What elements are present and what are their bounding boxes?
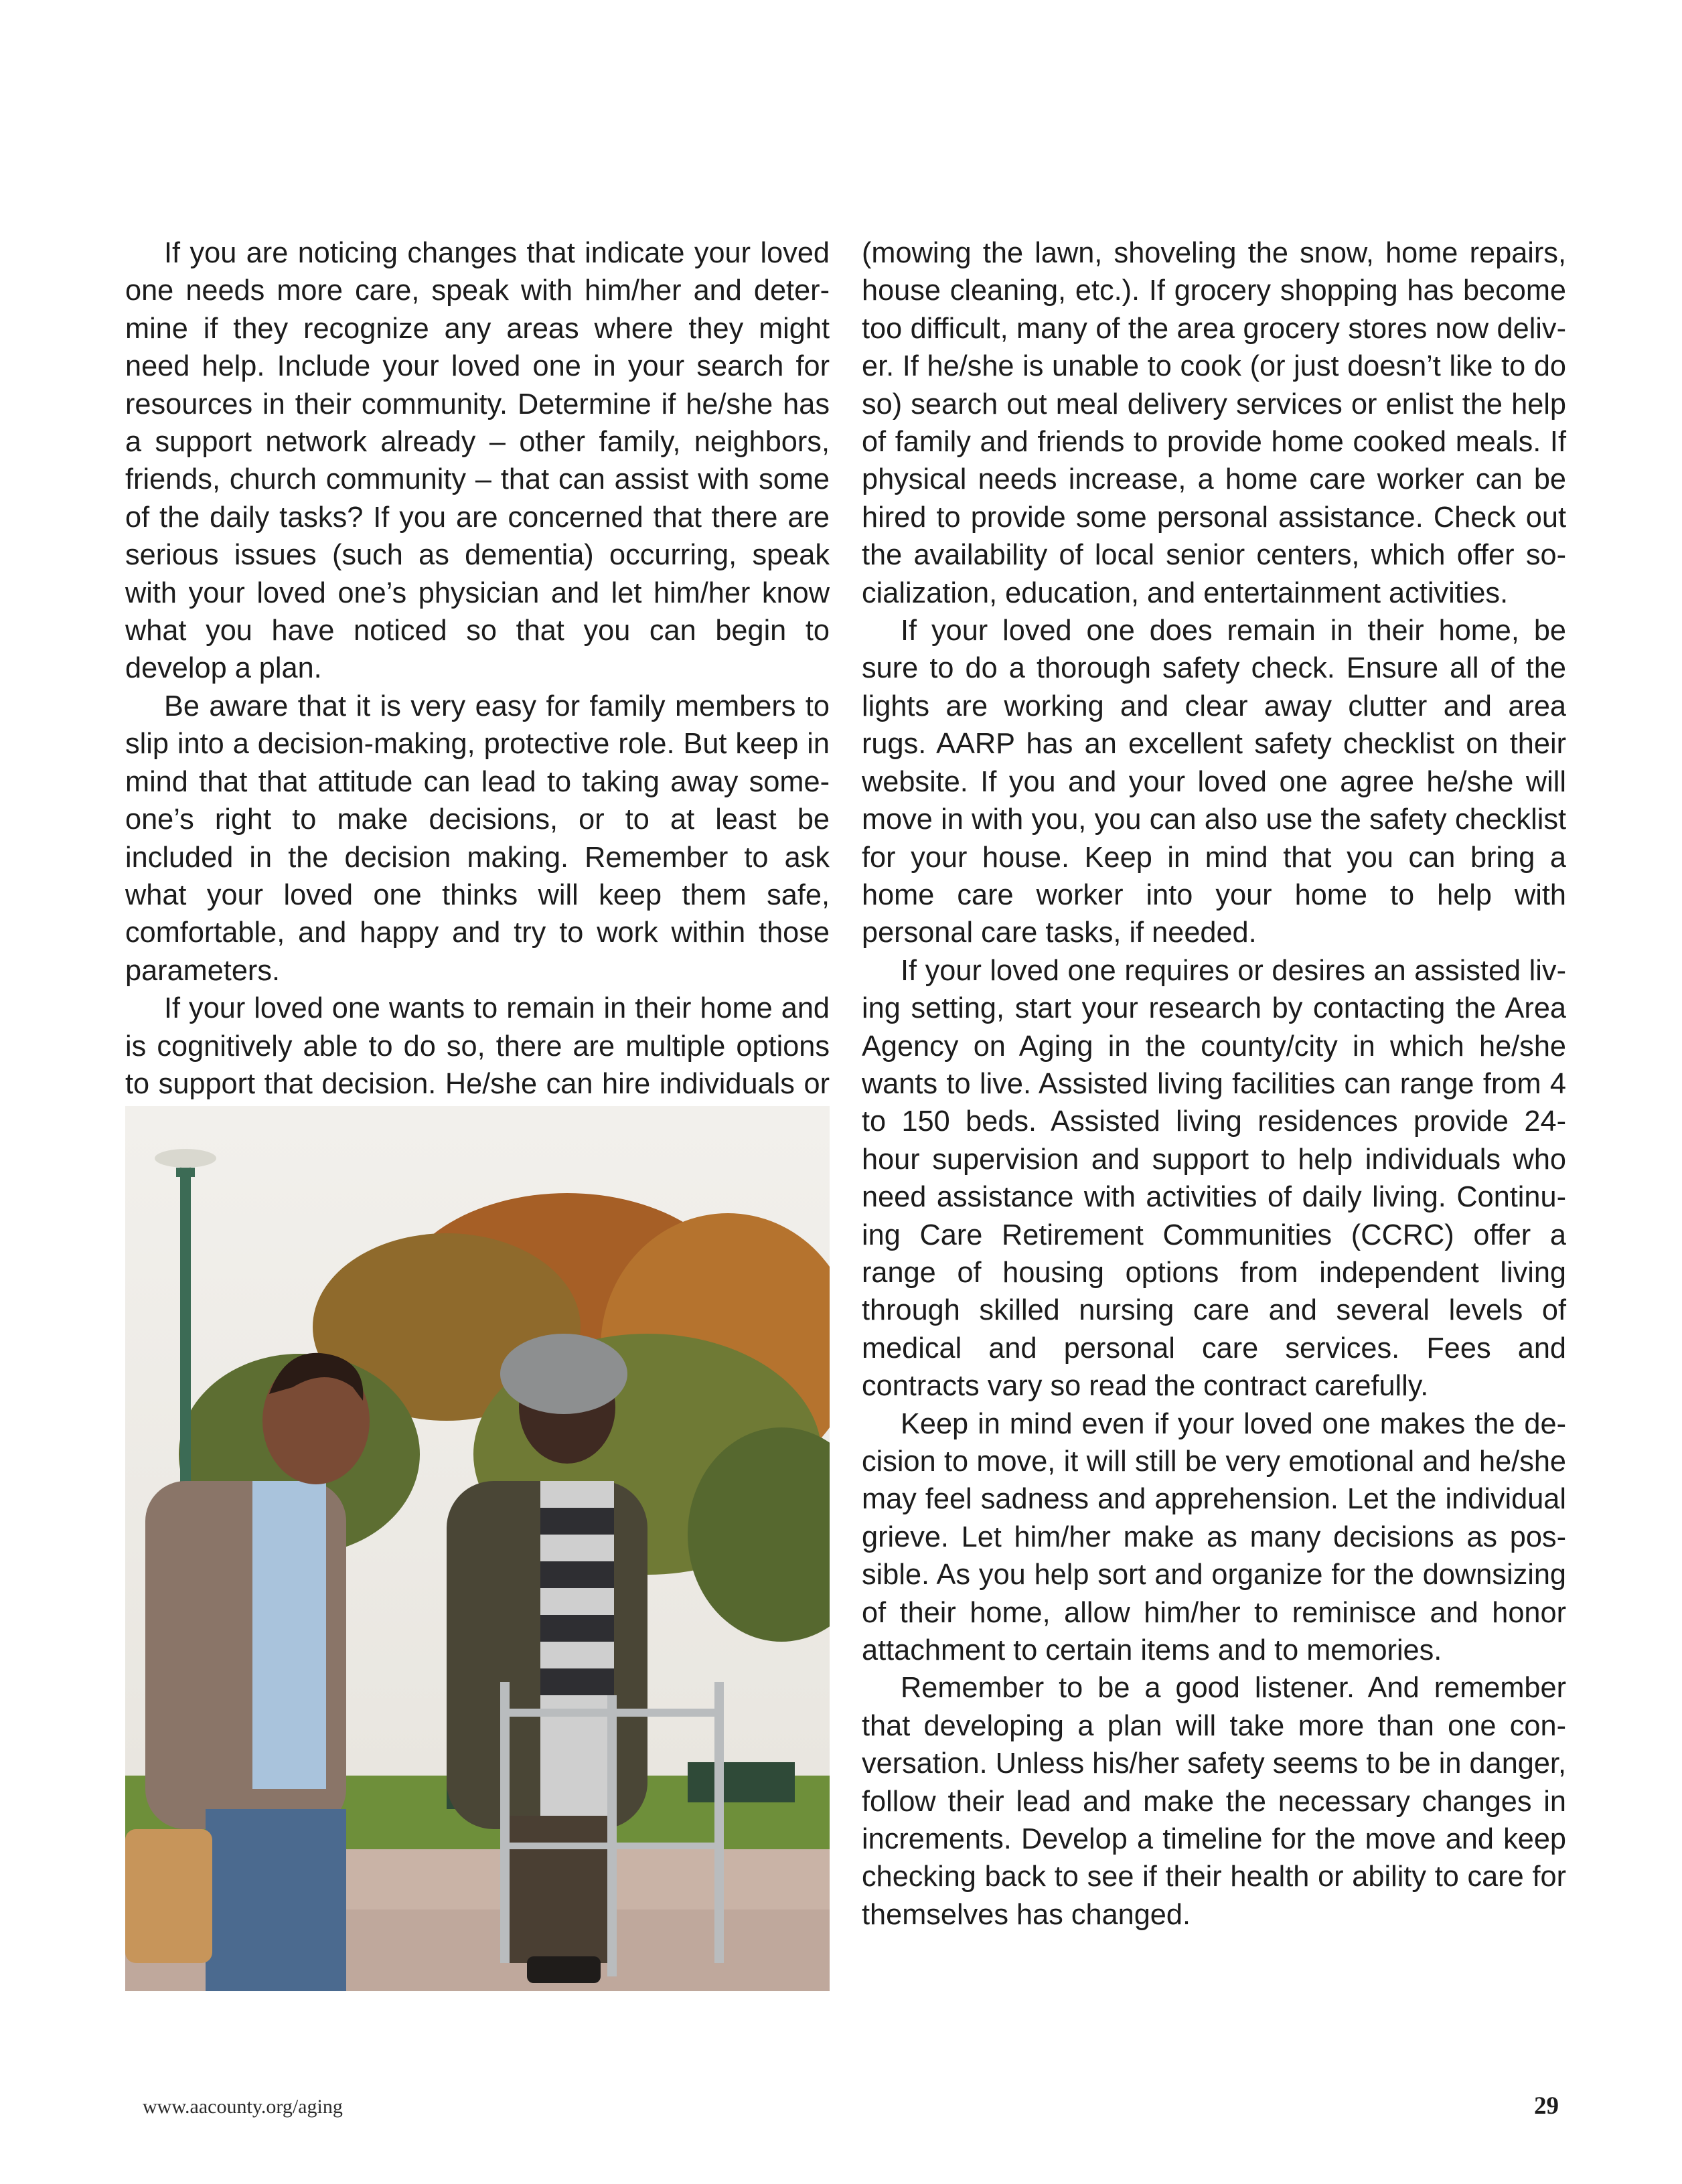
body-paragraph: Be aware that it is very easy for family members to slip into a decision-making, protective role. But keep in mind that that attitude can lead to taking away someone’s right to make decisions, or to at least be included in the decision making. Remember to ask what your loved one thinks will keep them safe, comfortable, and happy and try to work within those parameters. [125, 690, 830, 987]
footer-url: www.aacounty.org/aging [143, 2096, 343, 2118]
body-paragraph: Remember to be a good listener. And remember that developing a plan will take more than one conversation. Unless his/her safety seems to be in danger, follow their lead and make the necessary changes in increments. Develop a timeline for the move and keep checking back to see if their health or ability to care for themselves has changed. [862, 1672, 1566, 1931]
right-text-column [862, 234, 1566, 1934]
body-paragraph: If your loved one does remain in their home, be sure to do a thorough safety check. Ensure all of the lights are working and clear away clutter and area rugs. AARP has an excellent safety checklist on their website. If you and your loved one agree he/she will move in with you, you can also use the safety checklist for your house. Keep in mind that you can bring a home care worker into your home to help with personal care tasks, if needed. [862, 615, 1566, 949]
caregiver-photo [125, 1106, 830, 1991]
body-paragraph: Keep in mind even if your loved one makes the decision to move, it will still be very emotional and he/she may feel sadness and apprehension. Let the individual grieve. Let him/her make as many decisions as possible. As you help sort and organize for the downsizing of their home, allow him/her to reminisce and honor attachment to certain items and to memories. [862, 1407, 1566, 1667]
body-paragraph: If you are noticing changes that indicate your loved one needs more care, speak with him/her and determine if they recognize any areas where they might need help. Include your loved one in your search for resources in their community. Determine if he/she has a support network already – other family, neighbors, friends, church community – that can assist with some of the daily tasks? If you are concerned that there are serious issues (such as dementia) occurring, speak with your loved one’s physician and let him/her know what you have noticed so that you can begin to develop a plan. [125, 237, 830, 685]
body-paragraph-continuation: (mowing the lawn, shoveling the snow, home repairs, house cleaning, etc.). If grocery shopping has become too difficult, many of the area grocery stores now deliver. If he/she is unable to cook (or just doesn’t like to do so) search out meal delivery services or enlist the help of family and friends to provide home cooked meals. If physical needs increase, a home care worker can be hired to provide some personal assistance. Check out the availability of local senior centers, which offer socialization, education, and entertainment activities. [862, 237, 1566, 609]
body-paragraph: If your loved one wants to remain in their home and is cognitively able to do so, there are multiple options to support that decision. He/she can hire individuals or [125, 992, 830, 1100]
body-paragraph: If your loved one requires or desires an assisted living setting, start your research by contacting the Area Agency on Aging in the county/city in which he/she wants to live. Assisted living facilities can range from 4 to 150 beds. Assisted living residences provide 24-hour supervision and support to help individuals who need assistance with activities of daily living. Continuing Care Retirement Communities (CCRC) offer a range of housing options from independent living through skilled nursing care and several levels of medical and personal care services. Fees and contracts vary so read the contract carefully. [862, 954, 1566, 1403]
page-number: 29 [1534, 2092, 1559, 2120]
left-text-column [125, 234, 830, 1141]
